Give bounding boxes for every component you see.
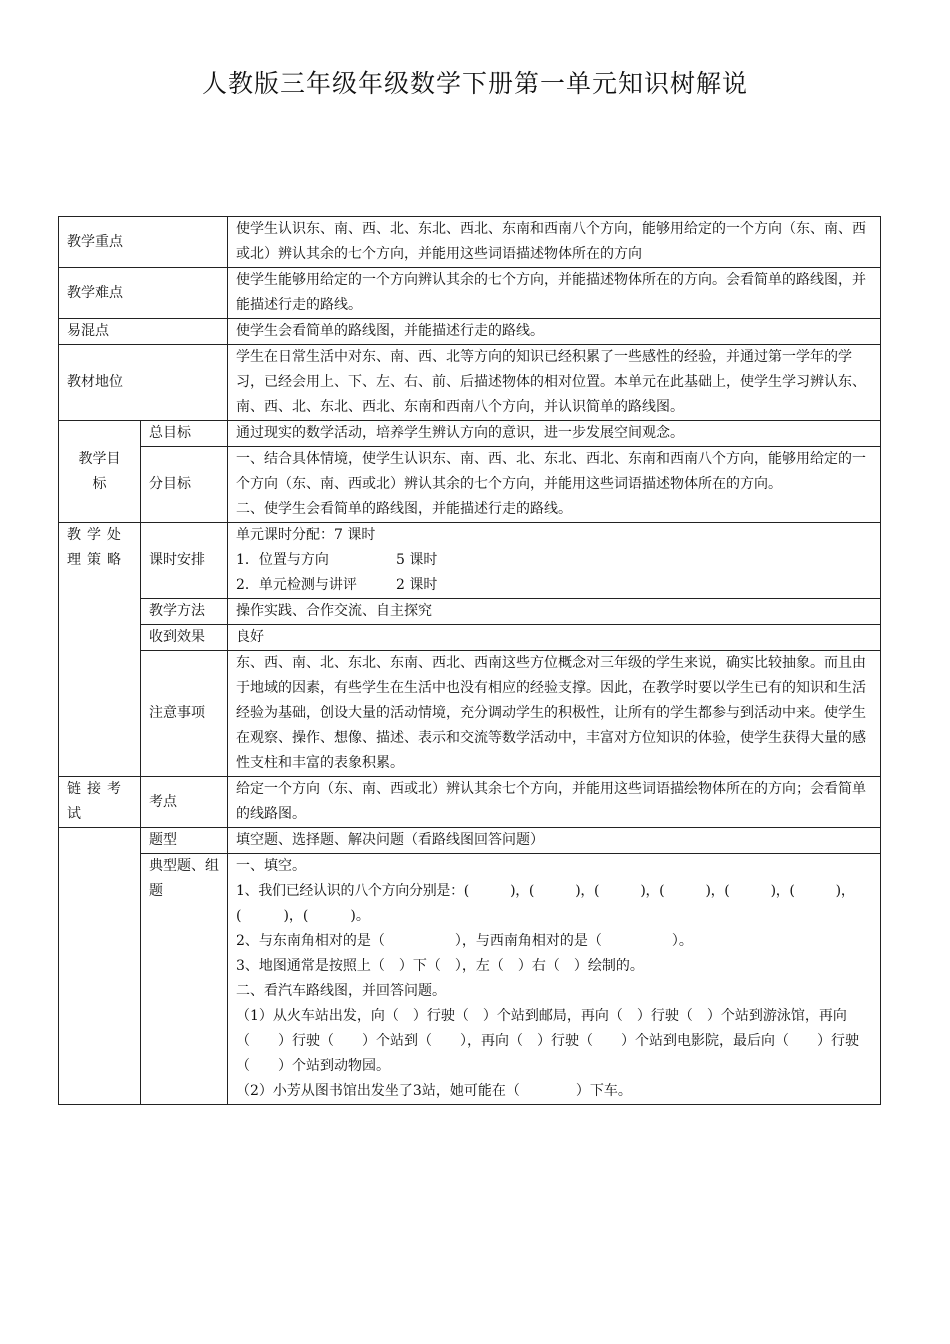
cell-text-effect: 良好 — [228, 625, 881, 651]
cell-label-notes: 注意事项 — [141, 651, 228, 777]
schedule-total: 单元课时分配：7 课时 — [236, 527, 376, 543]
cell-label-schedule: 课时安排 — [141, 523, 228, 599]
cell-text-question-types: 填空题、选择题、解决问题（看路线图回答问题） — [228, 828, 881, 854]
cell-label-question-types: 题型 — [141, 828, 228, 854]
cell-label-overall-goal: 总目标 — [141, 421, 228, 447]
empty-cell — [59, 854, 141, 1105]
row-label-exam: 链接考试 — [59, 777, 141, 828]
table-row — [59, 319, 881, 345]
question-line: 2、与东南角相对的是（ ），与西南角相对的是（ ）。 — [236, 933, 693, 949]
row-label-focus: 教学重点 — [59, 217, 228, 268]
question-line: （1）从火车站出发，向（ ）行驶（ ）个站到邮局，再向（ ）行驶（ ）个站到游泳馆，再向（ ）行驶（ ）个站到（ ），再向（ ）行驶（ ）个站到电影院，最后向（ ）行驶（ ）个站到动物园。 — [236, 1008, 859, 1074]
row-label-goals: 教学目标 — [59, 421, 141, 523]
schedule-item — [236, 573, 874, 598]
question-line: 1、我们已经认识的八个方向分别是：( )，( )，( )，( )，( )，( )， — [236, 883, 855, 899]
table-row — [59, 523, 881, 599]
table-row — [59, 345, 881, 421]
cell-text-exam-points: 给定一个方向（东、南、西或北）辨认其余七个方向，并能用这些词语描绘物体所在的方向；会看简单的线路图。 — [228, 777, 881, 828]
table-row — [59, 854, 881, 1105]
row-label-difficulty: 教学难点 — [59, 268, 228, 319]
question-line: ( )，( )。 — [236, 908, 370, 924]
knowledge-tree-table — [58, 216, 881, 1105]
cell-label-exam-points: 考点 — [141, 777, 228, 828]
table-row — [59, 777, 881, 828]
row-text-position: 学生在日常生活中对东、南、西、北等方向的知识已经积累了一些感性的经验，并通过第一学年的学习，已经会用上、下、左、右、前、后描述物体的相对位置。本单元在此基础上，使学生学习辨认东、南、西、北、东北、西北、东南和西南八个方向，并认识简单的路线图。 — [228, 345, 881, 421]
cell-label-typical-questions: 典型题、组题 — [141, 854, 228, 1105]
empty-cell — [59, 828, 141, 854]
table-row — [59, 268, 881, 319]
table-row — [59, 421, 881, 447]
question-line: （2）小芳从图书馆出发坐了3站，她可能在（ ）下车。 — [236, 1083, 632, 1099]
table-row — [59, 828, 881, 854]
row-text-confusing: 使学生会看简单的路线图，并能描述行走的路线。 — [228, 319, 881, 345]
schedule-item — [236, 548, 874, 573]
row-label-confusing: 易混点 — [59, 319, 228, 345]
cell-text-overall-goal: 通过现实的数学活动，培养学生辨认方向的意识，进一步发展空间观念。 — [228, 421, 881, 447]
row-text-difficulty: 使学生能够用给定的一个方向辨认其余的七个方向，并能描述物体所在的方向。会看简单的路线图，并能描述行走的路线。 — [228, 268, 881, 319]
row-label-position: 教材地位 — [59, 345, 228, 421]
question-line: 二、看汽车路线图，并回答问题。 — [236, 983, 446, 999]
row-label-strategy: 教学处理策略 — [59, 523, 141, 777]
cell-text-notes: 东、西、南、北、东北、东南、西北、西南这些方位概念对三年级的学生来说，确实比较抽象。而且由于地域的因素，有些学生在生活中也没有相应的经验支撑。因此，在教学时要以学生已有的知识和生活经验为基础，创设大量的活动情境，充分调动学生的积极性，让所有的学生都参与到活动中来。使学生在观察、操作、想像、描述、表示和交流等数学活动中，丰富对方位知识的体验，使学生获得大量的感性支柱和丰富的表象积累。 — [228, 651, 881, 777]
question-line: 一、填空。 — [236, 858, 306, 874]
sub-goal-item: 一、结合具体情境，使学生认识东、南、西、北、东北、西北、东南和西南八个方向，能够用给定的一个方向（东、南、西或北）辨认其余的七个方向，并能用这些词语描述物体所在的方向。 — [236, 451, 866, 492]
cell-text-typical-questions — [228, 854, 881, 1105]
schedule-item-hours: 2 课时 — [396, 577, 438, 593]
cell-text-schedule — [228, 523, 881, 599]
question-line: 3、地图通常是按照上（ ）下（ ），左（ ）右（ ）绘制的。 — [236, 958, 644, 974]
table-row — [59, 217, 881, 268]
table-row — [59, 651, 881, 777]
cell-label-effect: 收到效果 — [141, 625, 228, 651]
document-title: 人教版三年级年级数学下册第一单元知识树解说 — [201, 69, 748, 98]
row-text-focus: 使学生认识东、南、西、北、东北、西北、东南和西南八个方向，能够用给定的一个方向（东、南、西或北）辨认其余的七个方向，并能用这些词语描述物体所在的方向 — [228, 217, 881, 268]
schedule-item-name: 1．位置与方向 — [236, 552, 329, 568]
cell-label-method: 教学方法 — [141, 599, 228, 625]
table-row — [59, 447, 881, 523]
table-row — [59, 625, 881, 651]
cell-label-sub-goal: 分目标 — [141, 447, 228, 523]
cell-text-sub-goal — [228, 447, 881, 523]
schedule-item-name: 2．单元检测与讲评 — [236, 577, 357, 593]
schedule-item-hours: 5 课时 — [396, 552, 438, 568]
table-row — [59, 599, 881, 625]
cell-text-method: 操作实践、合作交流、自主探究 — [228, 599, 881, 625]
sub-goal-item: 二、使学生会看简单的路线图，并能描述行走的路线。 — [236, 501, 572, 517]
